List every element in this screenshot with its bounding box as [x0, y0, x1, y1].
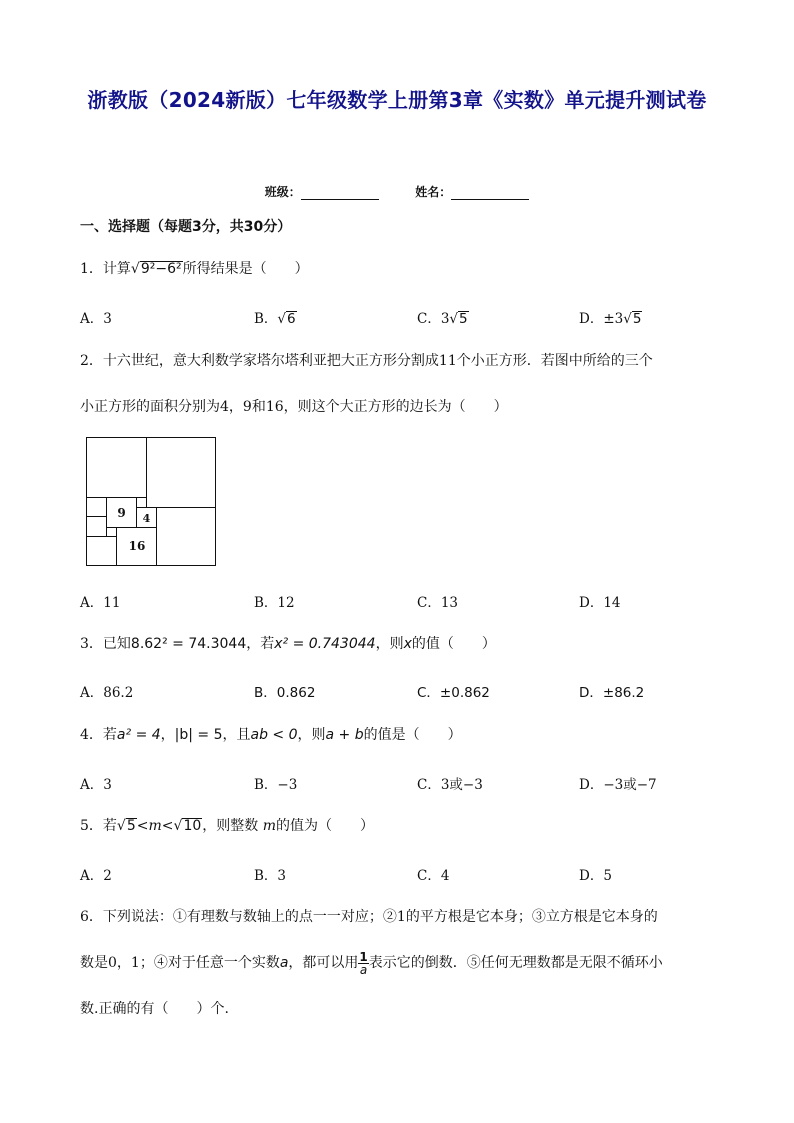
q2-line-2: 小正方形的面积分别为4，9和16，则这个大正方形的边长为（ ） — [80, 399, 508, 415]
q3-option-c[interactable]: C．±0.862 — [417, 685, 490, 701]
q6-line-3: 数.正确的有（ ）个. — [80, 1001, 229, 1017]
q4-option-c[interactable]: C．3或−3 — [417, 777, 483, 793]
q1-radicand: 9²−6² — [140, 261, 182, 277]
q1-prefix: 1．计算 — [80, 261, 131, 277]
q1-option-a[interactable]: A．3 — [80, 311, 112, 327]
q5-option-c[interactable]: C．4 — [417, 868, 450, 884]
page-title: 浙教版（2024新版）七年级数学上册第3章《实数》单元提升测试卷 — [87, 88, 707, 112]
big-square — [87, 438, 216, 566]
q1-option-c[interactable]: C．3√5 — [417, 311, 468, 327]
question-6 — [80, 894, 740, 1032]
q1-suffix: 所得结果是（ ） — [182, 261, 309, 277]
question-5: 5．若√5<m<√10，则整数 m的值为（ ） — [80, 818, 374, 834]
q4-eq1: a² = 4 — [116, 727, 161, 743]
q6-fraction: $\frac{1}{a}$ — [359, 949, 368, 977]
q3-option-b[interactable]: B．0.862 — [254, 685, 316, 701]
label-9: 9 — [117, 506, 126, 520]
q3-options — [80, 681, 740, 701]
q2-option-d[interactable]: D．14 — [579, 595, 621, 611]
q5-option-a[interactable]: A．2 — [80, 868, 112, 884]
q2-option-a[interactable]: A．11 — [80, 595, 121, 611]
q1-option-b[interactable]: B．√6 — [254, 311, 296, 327]
question-2 — [80, 338, 740, 430]
name-blank — [451, 188, 529, 200]
q5-option-b[interactable]: B．3 — [254, 868, 287, 884]
q2-option-b[interactable]: B．12 — [254, 595, 295, 611]
q3-option-a[interactable]: A．86.2 — [80, 685, 134, 701]
name-label: 姓名： — [415, 185, 452, 199]
q2-options — [80, 591, 740, 611]
label-4: 4 — [142, 512, 151, 525]
q5-options — [80, 864, 740, 884]
q3-eq1: 8.62² = 74.3044 — [130, 636, 247, 652]
question-3: 3．已知8.62² = 74.3044，若x² = 0.743044，则x的值（ ） — [80, 636, 496, 652]
q4-eq3: ab < 0 — [250, 727, 298, 743]
q5-option-d[interactable]: D．5 — [579, 868, 612, 884]
question-1: 1．计算√9²−6²所得结果是（ ） — [80, 261, 309, 277]
q4-option-b[interactable]: B．−3 — [254, 777, 298, 793]
student-info-row — [0, 183, 794, 200]
q2-option-c[interactable]: C．13 — [417, 595, 459, 611]
class-blank — [301, 188, 379, 200]
q3-option-d[interactable]: D．±86.2 — [579, 685, 645, 701]
q2-line-1: 2．十六世纪，意大利数学家塔尔塔利亚把大正方形分割成11个小正方形．若图中所给的三个 — [80, 353, 653, 369]
q1-options — [80, 307, 740, 327]
section-heading: 一、选择题（每题3分，共30分） — [80, 219, 292, 235]
q4-option-d[interactable]: D．−3或−7 — [579, 777, 657, 793]
q4-eq2: |b| = 5 — [174, 727, 223, 743]
label-16: 16 — [128, 539, 146, 553]
q6-line-1: 6．下列说法：①有理数与数轴上的点一一对应；②1的平方根是它本身；③立方根是它本身的 — [80, 909, 658, 925]
q4-options — [80, 773, 740, 793]
q4-option-a[interactable]: A．3 — [80, 777, 112, 793]
q6-line-2: 数是0，1；④对于任意一个实数a，都可以用 $\frac{1}{a}$ 表示它的倒数．⑤任何无理数都是无限不循环小 — [80, 949, 663, 977]
class-label: 班级： — [264, 185, 301, 199]
q3-eq2: x² = 0.743044 — [274, 636, 376, 652]
question-4: 4．若a² = 4，|b| = 5，且ab < 0，则a + b的值是（ ） — [80, 727, 462, 743]
squares-figure — [86, 437, 216, 566]
q1-option-d[interactable]: D．±3√5 — [579, 311, 642, 327]
q4-eq4: a + b — [325, 727, 364, 743]
